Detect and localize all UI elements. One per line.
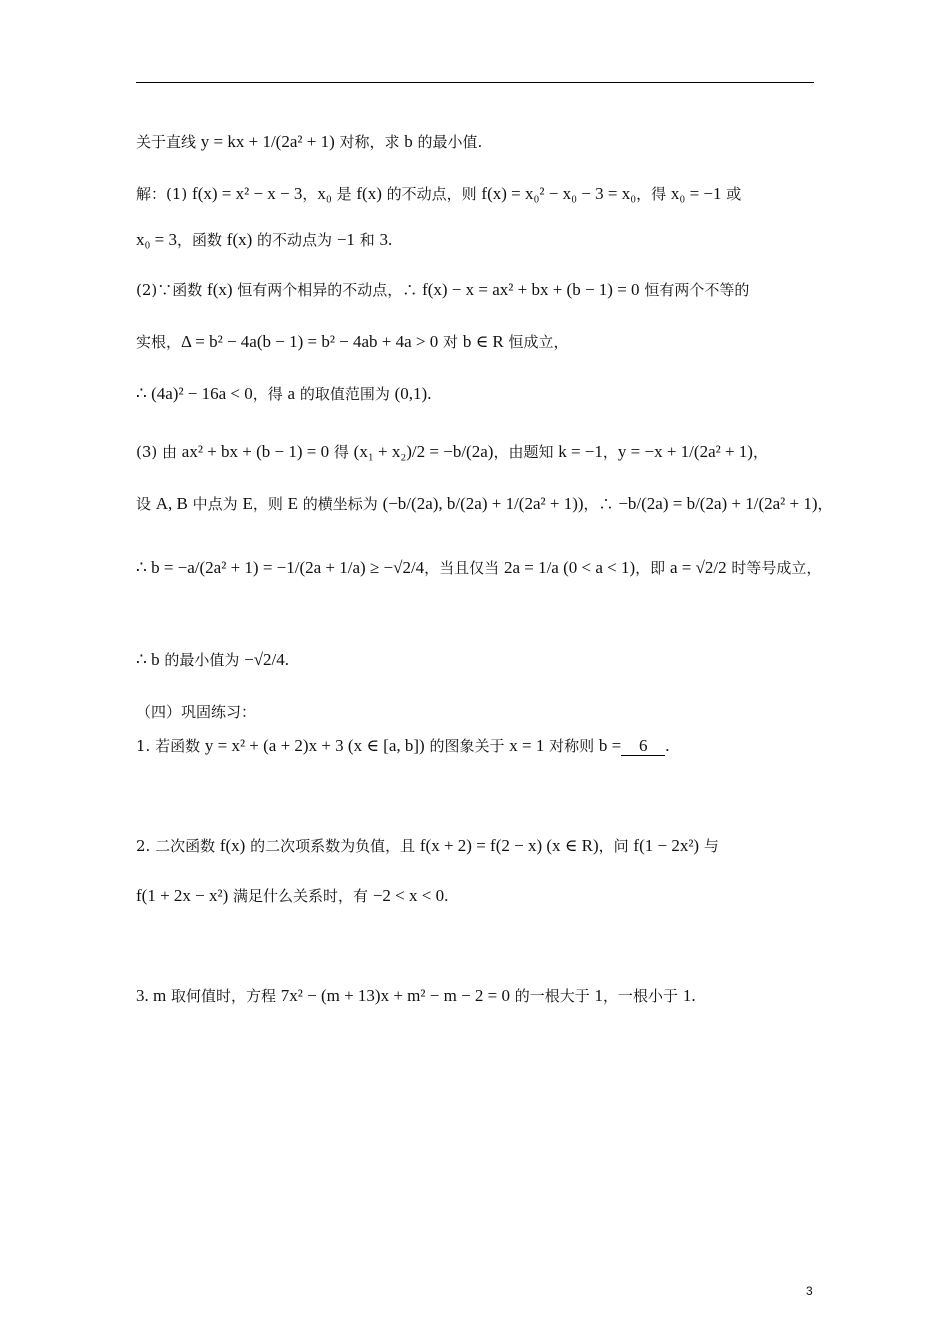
text-segment: 实根， [136,333,182,351]
text-segment: ，得 [252,385,288,403]
text-segment: 对称则 [544,737,599,755]
text-line [136,700,826,724]
math-expression: −2 < x < 0 [372,886,445,905]
text-segment: 时等号成立， [726,559,822,577]
text-segment: 的二次项系数为负值，且 [245,837,420,855]
math-expression: ∴ [136,650,152,669]
text-line [136,330,826,354]
math-expression: b [151,650,160,669]
math-expression: 2a = 1/a (0 < a < 1) [503,558,636,577]
text-segment: ，问 [598,837,634,855]
text-segment: 取何值时，方程 [166,987,281,1005]
text-line [136,984,826,1008]
text-line [136,556,826,580]
text-segment: ， [752,443,768,461]
math-expression: m [153,986,167,1005]
text-segment: 与 [699,837,719,855]
text-segment: ，得 [636,185,671,203]
text-segment: ，即 [635,559,670,577]
text-segment: 恒有两个相异的不动点，∴ [232,281,423,299]
math-expression: f(x) [226,230,253,249]
text-segment: ，函数 [177,231,227,249]
math-expression: Δ = b² − 4a(b − 1) = b² − 4ab + 4a > 0 [181,332,439,351]
text-segment: 1. 若函数 [136,737,205,755]
text-segment: 中点为 [187,495,243,513]
text-segment: ，由题知 [493,443,559,461]
text-segment: 和 [354,231,380,249]
math-expression: A, B [155,494,188,513]
text-segment: 的不动点，则 [381,185,482,203]
math-expression: 3 [379,230,388,249]
math-expression: 1 [682,986,692,1005]
text-segment: 满足什么关系时，有 [228,887,373,905]
text-line [136,492,833,516]
text-segment: 关于直线 [136,133,201,151]
math-expression: a = √2/2 [669,558,727,577]
text-segment: 解：(1) [136,185,193,203]
text-segment: 设 [136,495,156,513]
math-expression: −b/(2a) = b/(2a) + 1/(2a² + 1) [618,494,818,513]
math-expression: y = kx + 1/(2a² + 1) [200,132,335,151]
text-segment: 恒有两个不等的 [639,281,750,299]
math-expression: x₀ = −1 [670,184,722,203]
text-segment: ， [817,495,833,513]
header-rule [136,82,814,83]
math-expression: ∴ [136,384,152,403]
text-line [136,734,826,758]
math-expression: f(x) = x₀² − x₀ − 3 = x₀ [481,184,637,203]
text-line [136,884,826,908]
math-expression: f(1 − 2x²) [633,836,700,855]
math-expression: f(x + 2) = f(2 − x) (x ∈ R) [419,836,599,855]
text-segment: ， [602,443,618,461]
text-segment: (3) 由 [136,443,182,461]
math-expression: 3. [136,986,153,1005]
text-line [136,440,826,464]
text-segment: 恒成立， [503,333,569,351]
math-expression: f(x) [207,280,233,299]
text-segment: 的图象关于 [424,737,510,755]
math-expression: . [444,886,449,905]
math-expression: x = 1 [509,736,545,755]
math-expression: f(x) [219,836,246,855]
text-segment: 对 [438,333,463,351]
text-line [136,130,826,154]
math-expression: b = [598,736,622,755]
text-segment: 的横坐标为 [298,495,383,513]
math-expression: (x₁ + x₂)/2 = −b/(2a) [353,442,494,461]
text-segment: (2)∵函数 [136,281,208,299]
text-line [136,278,826,302]
text-segment: ， [302,185,318,203]
math-expression: y = x² + (a + 2)x + 3 (x ∈ [a, b]) [204,736,425,755]
math-expression: −√2/4 [244,650,285,669]
text-line [136,182,826,206]
text-segment: 对称，求 [334,133,405,151]
text-segment: ，则 [252,495,288,513]
math-expression: 1 [594,986,604,1005]
answer-blank: 6 [621,737,665,756]
text-line [136,648,826,672]
math-expression: b = −a/(2a² + 1) = −1/(2a + 1/a) ≥ −√2/4 [151,558,425,577]
math-expression: . [284,650,290,669]
math-expression: a [287,384,296,403]
math-expression: . [665,736,670,755]
text-segment: 的最小值. [412,133,483,151]
text-segment: （四）巩固练习： [136,703,257,721]
math-expression: f(x) − x = ax² + bx + (b − 1) = 0 [422,280,640,299]
text-segment: 的一根大于 [510,987,595,1005]
page-number: 3 [806,1284,813,1298]
math-expression: f(x) = x² − x − 3 [192,184,303,203]
text-segment: 的最小值为 [159,651,245,669]
text-segment: 2. 二次函数 [136,837,220,855]
math-expression: x₀ = 3 [136,230,178,249]
math-expression: −1 [336,230,355,249]
text-segment: ，一根小于 [603,987,683,1005]
math-expression: . [427,384,432,403]
math-expression: b ∈ R [462,332,504,351]
math-expression: 7x² − (m + 13)x + m² − m − 2 = 0 [280,986,510,1005]
text-line [136,228,826,252]
math-expression: ∴ [136,558,152,577]
math-expression: . [387,230,393,249]
math-expression: (4a)² − 16a < 0 [151,384,253,403]
math-expression: ax² + bx + (b − 1) = 0 [181,442,330,461]
text-line [136,382,826,406]
math-expression: . [691,986,696,1005]
text-segment: ，当且仅当 [424,559,504,577]
math-expression: (−b/(2a), b/(2a) + 1/(2a² + 1)) [382,494,584,513]
math-expression: E [287,494,299,513]
math-expression: f(1 + 2x − x²) [136,886,229,905]
text-segment: ，∴ [583,495,619,513]
text-segment: 是 [331,185,357,203]
math-expression: y = −x + 1/(2a² + 1) [617,442,753,461]
text-segment: 得 [329,443,354,461]
math-expression: f(x) [356,184,382,203]
math-expression: E [242,494,253,513]
text-segment: 的取值范围为 [295,385,395,403]
text-line [136,834,826,858]
math-expression: x₀ [317,184,332,203]
text-segment: 或 [721,185,742,203]
math-expression: (0,1) [394,384,428,403]
text-segment: 的不动点为 [252,231,337,249]
math-expression: b [404,132,413,151]
math-expression: k = −1 [558,442,603,461]
